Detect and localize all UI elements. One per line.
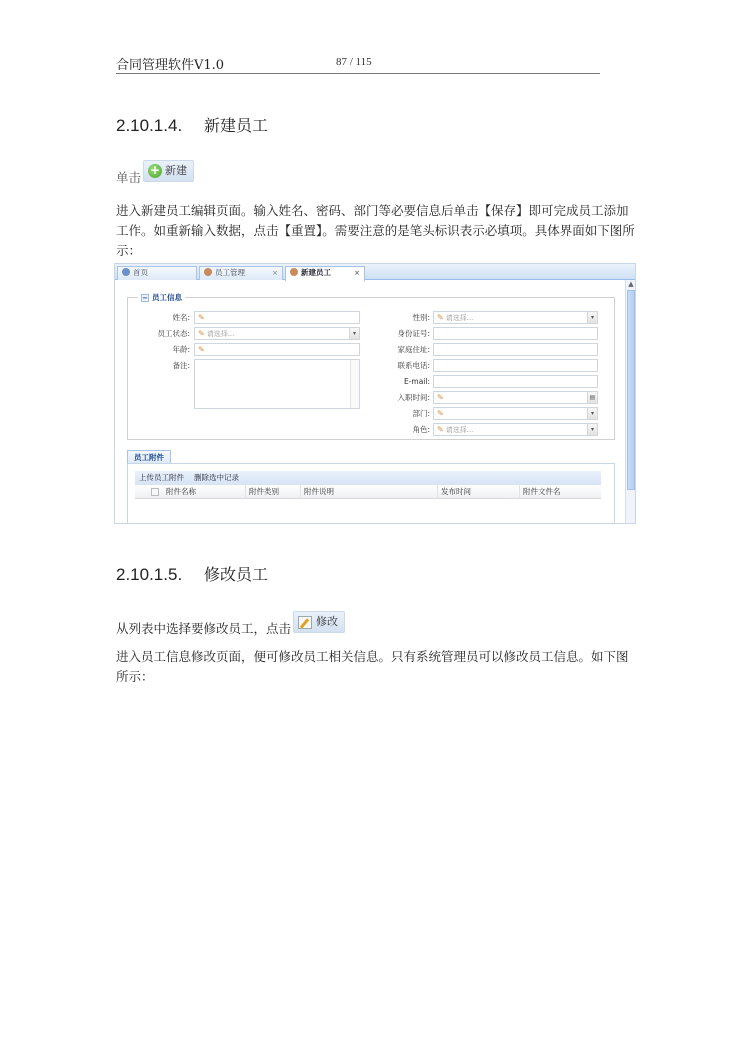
edit-icon xyxy=(298,616,312,629)
field-department: 部门: ✎ ▾ xyxy=(368,407,608,420)
new-employee-description: 进入新建员工编辑页面。输入姓名、密码、部门等必要信息后单击【保存】即可完成员工添加工作。如重新输入数据，点击【重置】。需要注意的是笔头标识表示必填项。具体界面如下图所示： xyxy=(116,203,635,258)
new-button-label: 新建 xyxy=(165,164,188,177)
click-prefix: 从列表中选择要修改员工，点击 xyxy=(116,621,292,636)
tab-employee-attachments[interactable]: 员工附件 xyxy=(127,450,171,464)
field-remarks: 备注: xyxy=(172,361,190,370)
tab-new-employee[interactable]: 新建员工 × xyxy=(285,266,365,281)
column-header[interactable]: 附件说明 xyxy=(300,485,437,499)
phone-input[interactable] xyxy=(433,359,598,372)
required-pen-icon: ✎ xyxy=(437,313,444,322)
edit-employee-description: 进入员工信息修改页面，便可修改员工相关信息。只有系统管理员可以修改员工信息。如下图所示： xyxy=(116,649,629,684)
name-input[interactable] xyxy=(194,311,360,324)
required-pen-icon: ✎ xyxy=(437,409,444,418)
field-home-address: 家庭住址: xyxy=(368,343,608,356)
page-header xyxy=(116,52,600,74)
edit-button-label: 修改 xyxy=(316,615,339,628)
new-employee-screenshot xyxy=(114,263,636,524)
section-title: 修改员工 xyxy=(204,565,269,584)
section-title: 新建员工 xyxy=(204,116,269,135)
close-icon[interactable]: × xyxy=(272,269,278,277)
age-input[interactable] xyxy=(194,343,360,356)
section-heading-edit-employee xyxy=(116,562,268,585)
column-header[interactable]: 附件名称 xyxy=(166,487,196,496)
column-header[interactable]: 附件类别 xyxy=(245,485,300,499)
field-age: 年龄: ✎ xyxy=(128,343,368,356)
field-employee-status: 员工状态: ✎ 请选择... ▾ xyxy=(128,327,368,340)
textarea-scrollbar[interactable] xyxy=(350,360,359,408)
section-number: 2.10.1.4. xyxy=(116,116,183,135)
close-icon[interactable]: × xyxy=(354,269,360,277)
field-role: 角色: ✎ 请选择... ▾ xyxy=(368,423,608,436)
field-email: E-mail: xyxy=(368,375,608,388)
click-new-instruction xyxy=(116,163,636,188)
field-id-number: 身份证号: xyxy=(368,327,608,340)
required-pen-icon: ✎ xyxy=(437,393,444,402)
user-add-icon xyxy=(290,268,298,276)
section-heading-new-employee xyxy=(116,113,268,136)
role-select[interactable]: ✎ 请选择... ▾ xyxy=(433,423,598,436)
column-header[interactable]: 附件文件名 xyxy=(519,485,597,499)
chevron-down-icon[interactable]: ▾ xyxy=(587,312,597,323)
vertical-scrollbar[interactable] xyxy=(625,280,635,524)
chevron-down-icon[interactable]: ▾ xyxy=(349,328,359,339)
home-address-input[interactable] xyxy=(433,343,598,356)
email-input[interactable] xyxy=(433,375,598,388)
select-all-checkbox[interactable] xyxy=(151,488,159,496)
field-name: 姓名: ✎ xyxy=(128,311,368,324)
new-button-image xyxy=(143,160,194,182)
delete-selected-button[interactable]: 删除选中记录 xyxy=(194,473,239,482)
column-header[interactable]: 发布时间 xyxy=(437,485,519,499)
id-number-input[interactable] xyxy=(433,327,598,340)
click-prefix: 单击 xyxy=(116,170,142,185)
home-icon xyxy=(122,268,130,276)
attachments-grid-header xyxy=(135,485,601,499)
tab-employee-management[interactable]: 员工管理 × xyxy=(199,266,283,280)
field-gender: 性别: ✎ 请选择... ▾ xyxy=(368,311,608,324)
hire-date-input[interactable] xyxy=(433,391,598,404)
employee-status-select[interactable]: ✎ 请选择... ▾ xyxy=(194,327,360,340)
required-pen-icon: ✎ xyxy=(198,313,205,322)
required-pen-icon: ✎ xyxy=(198,329,205,338)
tab-home[interactable]: 首页 xyxy=(117,266,197,280)
chevron-down-icon[interactable]: ▾ xyxy=(587,408,597,419)
gender-select[interactable]: ✎ 请选择... ▾ xyxy=(433,311,598,324)
document-title: 合同管理软件V1.0 xyxy=(116,58,225,73)
click-edit-instruction xyxy=(116,617,636,639)
field-phone: 联系电话: xyxy=(368,359,608,372)
user-icon xyxy=(204,268,212,276)
scroll-thumb[interactable] xyxy=(627,290,635,490)
attachments-toolbar xyxy=(135,471,601,485)
department-select[interactable] xyxy=(433,407,598,420)
required-pen-icon: ✎ xyxy=(437,425,444,434)
edit-button-image xyxy=(293,611,345,633)
scroll-up-icon[interactable]: ▲ xyxy=(628,280,634,288)
collapse-icon[interactable]: − xyxy=(142,294,148,302)
tab-bar xyxy=(115,264,635,280)
page-number: 87 / 115 xyxy=(336,56,372,68)
field-hire-date: 入职时间: ✎ ▤ xyxy=(368,391,608,404)
chevron-down-icon[interactable]: ▾ xyxy=(587,424,597,435)
required-pen-icon: ✎ xyxy=(198,345,205,354)
calendar-icon[interactable]: ▤ xyxy=(587,392,597,403)
employee-info-fieldset xyxy=(127,293,615,440)
attachments-panel xyxy=(127,463,615,524)
remarks-textarea[interactable] xyxy=(194,359,360,409)
section-number: 2.10.1.5. xyxy=(116,565,183,584)
upload-attachment-button[interactable]: 上传员工附件 xyxy=(139,473,184,482)
plus-circle-icon: + xyxy=(149,163,161,177)
fieldset-legend: − 员工信息 xyxy=(138,292,185,303)
